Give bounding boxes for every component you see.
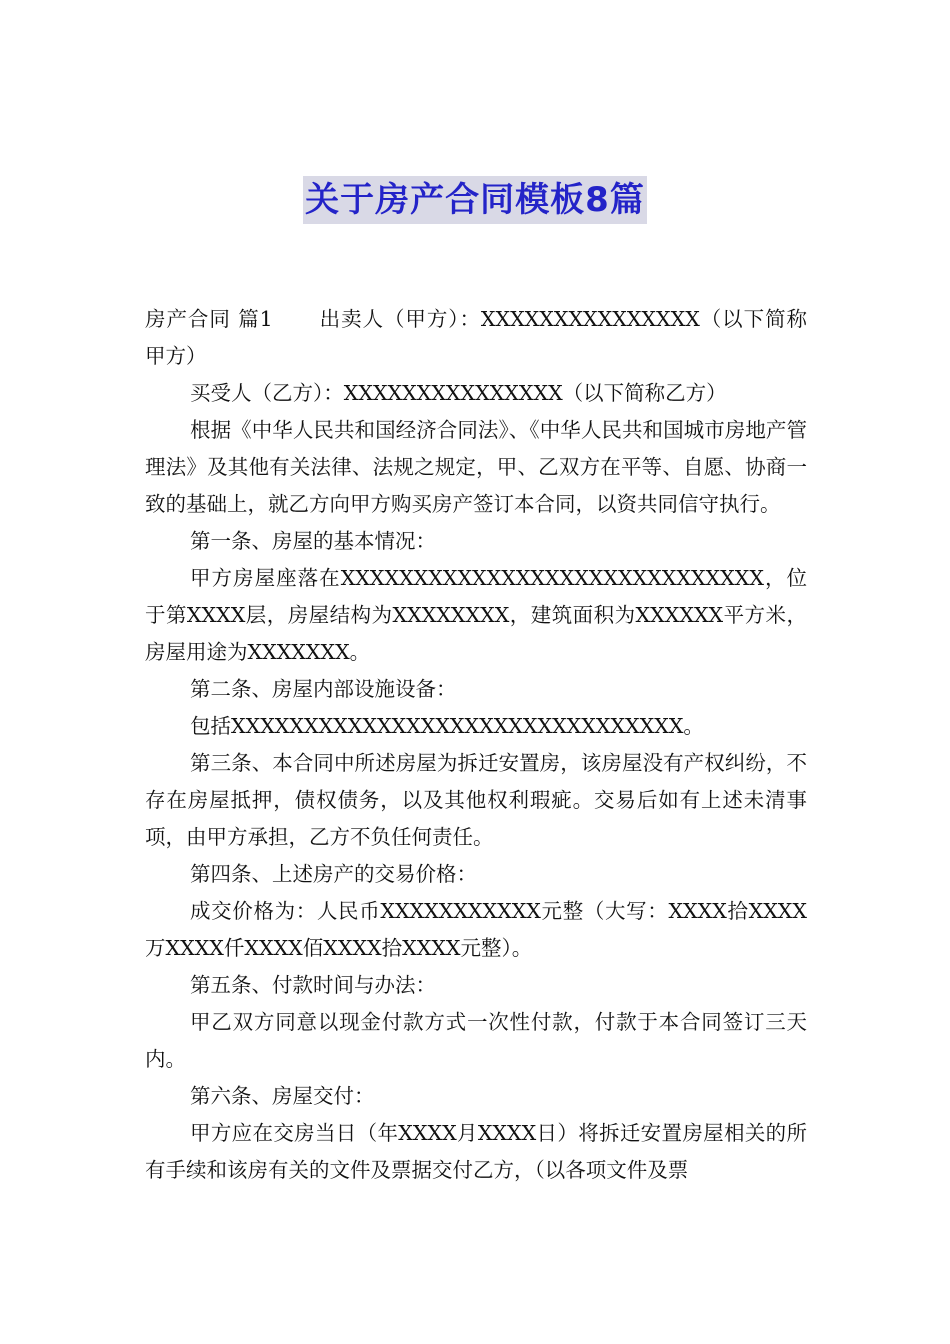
seller-line: 出卖人（甲方）：XXXXXXXXXXXXXXX（以下简称甲方） — [145, 307, 808, 368]
paragraph-buyer: 买受人（乙方）：XXXXXXXXXXXXXXX（以下简称乙方） — [190, 381, 727, 405]
clause-6-body: 甲方应在交房当日（年XXXX月XXXX日）将拆迁安置房屋相关的所有手续和该房有关的文件及票据交付乙方，（以各项文件及票 — [145, 1121, 807, 1182]
document-body — [145, 301, 807, 1189]
clause-6-title: 第六条、房屋交付： — [190, 1084, 375, 1108]
clause-3-body: 第三条、本合同中所述房屋为拆迁安置房，该房屋没有产权纠纷，不存在房屋抵押，债权债务，以及其他权利瑕疵。交易后如有上述未清事项，由甲方承担，乙方不负任何责任。 — [145, 751, 807, 849]
clause-5-title: 第五条、付款时间与办法： — [190, 973, 436, 997]
clause-2-body: 包括XXXXXXXXXXXXXXXXXXXXXXXXXXXXXXX。 — [190, 714, 704, 738]
article-heading: 房产合同 篇1 — [145, 307, 273, 331]
clause-5-body: 甲乙双方同意以现金付款方式一次性付款，付款于本合同签订三天内。 — [145, 1010, 807, 1071]
clause-4-body: 成交价格为：人民币XXXXXXXXXXX元整（大写：XXXX拾XXXX万XXXX仟XXXX佰XXXX拾XXXX元整）。 — [145, 899, 807, 960]
clause-1-title: 第一条、房屋的基本情况： — [190, 529, 436, 553]
clause-4-title: 第四条、上述房产的交易价格： — [190, 862, 477, 886]
document-title: 关于房产合同模板8篇 — [303, 176, 647, 224]
clause-2-title: 第二条、房屋内部设施设备： — [190, 677, 457, 701]
paragraph-preamble: 根据《中华人民共和国经济合同法》、《中华人民共和国城市房地产管理法》及其他有关法律、法规之规定，甲、乙双方在平等、自愿、协商一致的基础上，就乙方向甲方购买房产签订本合同，以资共同信守执行。 — [145, 418, 807, 516]
title-container — [0, 176, 950, 224]
paragraph-heading — [145, 301, 807, 375]
clause-1-body: 甲方房屋座落在XXXXXXXXXXXXXXXXXXXXXXXXXXXXX，位于第XXXX层，房屋结构为XXXXXXXX，建筑面积为XXXXXX平方米，房屋用途为XXXXXXX。 — [145, 566, 807, 664]
